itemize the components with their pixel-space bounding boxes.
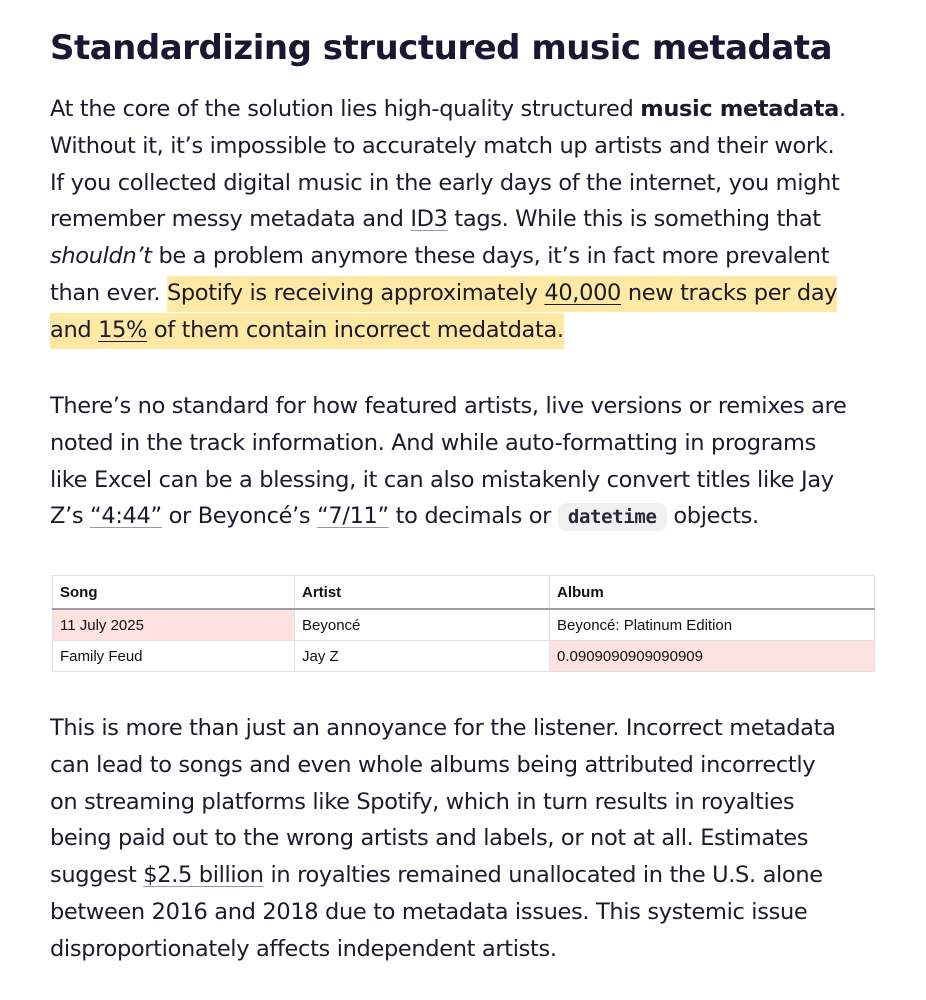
text-span: Spotify is receiving approximately xyxy=(166,279,545,306)
text-line: There’s no standard for how featured artists, live versions or remixes are xyxy=(50,393,847,419)
table-cell: Jay Z xyxy=(295,641,550,672)
table-cell: Beyoncé: Platinum Edition xyxy=(550,609,875,641)
emphasis: shouldn’t xyxy=(50,243,152,270)
text-span: to decimals or xyxy=(388,503,558,530)
text-span: objects. xyxy=(666,503,759,530)
paragraph-impact xyxy=(50,710,836,968)
text-span: new tracks per day xyxy=(621,279,838,306)
table-row xyxy=(53,641,875,672)
text-line: disproportionately affects independent artists. xyxy=(50,935,557,962)
column-header-artist: Artist xyxy=(295,576,550,610)
song-link-711[interactable]: “7/11” xyxy=(317,503,389,530)
text-span: suggest xyxy=(50,862,144,889)
inline-code: datetime xyxy=(558,503,667,531)
table-header-row xyxy=(53,576,875,610)
tracks-per-day-link[interactable]: 40,000 xyxy=(544,279,622,306)
column-header-song: Song xyxy=(53,576,295,610)
text-span: tags. While this is something that xyxy=(447,206,821,233)
id3-link[interactable]: ID3 xyxy=(410,206,448,233)
table-cell-error: 0.0909090909090909 xyxy=(550,641,875,672)
text-line: If you collected digital music in the early days of the internet, you might xyxy=(50,169,840,196)
text-line: Without it, it’s impossible to accurately match up artists and their work. xyxy=(50,132,835,159)
table-cell-error: 11 July 2025 xyxy=(53,609,295,641)
text-line: on streaming platforms like Spotify, which in turn results in royalties xyxy=(50,788,795,815)
metadata-table xyxy=(52,575,875,672)
text-line: like Excel can be a blessing, it can also mistakenly convert titles like Jay xyxy=(50,466,834,493)
column-header-album: Album xyxy=(550,576,875,610)
text-line: between 2016 and 2018 due to metadata issues. This systemic issue xyxy=(50,898,808,925)
text-span: of them contain incorrect medatdata. xyxy=(147,316,564,343)
text-span: Z’s xyxy=(50,503,91,530)
percent-link[interactable]: 15% xyxy=(98,316,148,343)
text-span: remember messy metadata and xyxy=(50,206,411,233)
royalties-link[interactable]: $2.5 billion xyxy=(143,862,264,889)
table-cell: Beyoncé xyxy=(295,609,550,641)
text-line: being paid out to the wrong artists and labels, or not at all. Estimates xyxy=(50,825,809,852)
text-line: This is more than just an annoyance for the listener. Incorrect metadata xyxy=(50,715,836,741)
highlight xyxy=(50,313,564,349)
text-span: . xyxy=(838,96,846,122)
text-span: than ever. xyxy=(50,279,167,306)
text-span: and xyxy=(50,316,99,343)
text-span: At the core of the solution lies high-quality structured xyxy=(50,96,641,122)
text-span: be a problem anymore these days, it’s in fact more prevalent xyxy=(151,243,830,270)
page-title: Standardizing structured music metadata xyxy=(50,28,833,68)
text-span: or Beyoncé’s xyxy=(161,503,318,530)
text-span: in royalties remained unallocated in the U.S. alone xyxy=(263,862,823,889)
text-line: noted in the track information. And while auto-formatting in programs xyxy=(50,429,816,456)
bold-term: music metadata xyxy=(640,96,839,122)
paragraph-intro xyxy=(50,91,846,349)
highlight xyxy=(167,276,837,312)
table-row xyxy=(53,609,875,641)
song-link-444[interactable]: “4:44” xyxy=(90,503,162,530)
table-cell: Family Feud xyxy=(53,641,295,672)
text-line: can lead to songs and even whole albums being attributed incorrectly xyxy=(50,751,816,778)
paragraph-standards xyxy=(50,388,846,536)
